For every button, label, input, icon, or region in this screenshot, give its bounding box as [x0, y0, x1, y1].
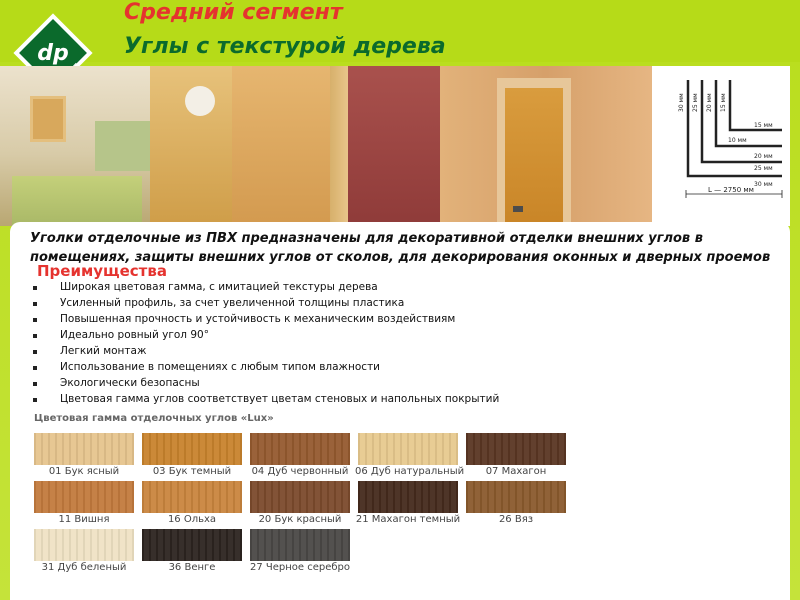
bullet-icon [33, 318, 37, 322]
svg-text:dp: dp [37, 41, 69, 66]
color-swatch-27 [250, 529, 350, 561]
dim-v-15: 15 мм [720, 93, 727, 112]
advantage-text: Экологически безопасны [60, 377, 200, 389]
color-swatch-20 [250, 481, 350, 513]
bullet-icon [33, 286, 37, 290]
length-label: L — 2750 мм [708, 186, 754, 194]
swatch-label-03: 03 Бук темный [152, 466, 232, 477]
dim-h-30: 30 мм [754, 181, 773, 188]
bullet-icon [33, 366, 37, 370]
advantage-item [33, 296, 499, 312]
color-swatch-11 [34, 481, 134, 513]
color-swatch-07 [466, 433, 566, 465]
swatch-label-21: 21 Махагон темный [355, 514, 461, 525]
swatch-label-26: 26 Вяз [498, 514, 534, 525]
color-swatch-36 [142, 529, 242, 561]
advantage-item [33, 360, 499, 376]
bullet-icon [33, 382, 37, 386]
bullet-icon [33, 302, 37, 306]
intro-text: Уголки отделочные из ПВХ предназначены для декоративной отделки внешних углов в помещениях, защиты внешних углов от сколов, для декорирования оконных и дверных проемов [30, 231, 771, 265]
dim-h-15: 15 мм [754, 122, 773, 129]
advantage-text: Усиленный профиль, за счет увеличенной толщины пластика [60, 297, 405, 309]
advantage-text: Цветовая гамма углов соответствует цветам стеновых и напольных покрытий [60, 393, 500, 405]
swatch-label-11: 11 Вишня [58, 514, 110, 525]
color-swatch-01 [34, 433, 134, 465]
page-title-product: Углы с текстурой дерева [124, 34, 446, 59]
advantage-item [33, 312, 499, 328]
advantage-text: Широкая цветовая гамма, с имитацией текстуры дерева [60, 281, 378, 293]
color-swatch-04 [250, 433, 350, 465]
bullet-icon [33, 350, 37, 354]
dim-h-10: 10 мм [728, 137, 747, 144]
color-swatch-31 [34, 529, 134, 561]
swatch-label-16: 16 Ольха [167, 514, 217, 525]
dim-h-20: 20 мм [754, 153, 773, 160]
color-swatch-06 [358, 433, 458, 465]
dim-h-25: 25 мм [754, 165, 773, 172]
swatch-label-06: 06 Дуб натуральный [355, 466, 465, 477]
advantage-text: Повышенная прочность и устойчивость к механическим воздействиям [60, 313, 456, 325]
swatch-label-04: 04 Дуб червонный [251, 466, 349, 477]
advantage-item [33, 376, 499, 392]
swatch-label-36: 36 Венге [168, 562, 216, 573]
dim-v-20: 20 мм [706, 93, 713, 112]
advantage-item [33, 392, 499, 408]
bullet-icon [33, 334, 37, 338]
page-title-segment: Средний сегмент [124, 0, 343, 25]
swatch-label-20: 20 Бук красный [258, 514, 342, 525]
advantage-item [33, 328, 499, 344]
advantages-title: Преимущества [37, 262, 167, 280]
swatch-label-31: 31 Дуб беленый [41, 562, 127, 573]
swatch-label-27: 27 Черное серебро [249, 562, 351, 573]
profile-dimensions-diagram [652, 66, 790, 226]
color-swatch-16 [142, 481, 242, 513]
swatch-label-07: 07 Махагон [485, 466, 547, 477]
advantage-text: Идеально ровный угол 90° [60, 329, 209, 341]
advantage-text: Использование в помещениях с любым типом влажности [60, 361, 381, 373]
advantages-list [33, 280, 499, 408]
advantage-text: Легкий монтаж [60, 345, 147, 357]
interior-photo [0, 66, 652, 226]
color-swatch-21 [358, 481, 458, 513]
bullet-icon [33, 398, 37, 402]
dim-v-25: 25 мм [692, 93, 699, 112]
palette-title: Цветовая гамма отделочных углов «Lux» [34, 413, 274, 424]
advantage-item [33, 344, 499, 360]
color-swatch-26 [466, 481, 566, 513]
swatch-label-01: 01 Бук ясный [48, 466, 120, 477]
advantage-item [33, 280, 499, 296]
color-swatch-03 [142, 433, 242, 465]
dim-v-30: 30 мм [678, 93, 685, 112]
